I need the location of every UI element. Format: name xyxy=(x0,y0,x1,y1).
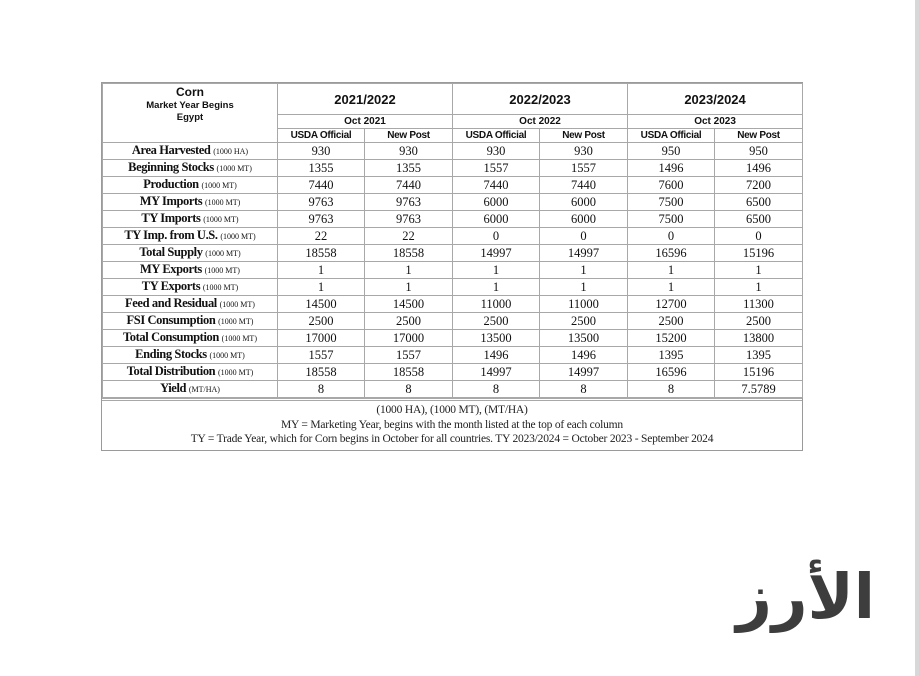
row-unit: (1000 MT) xyxy=(205,249,241,258)
table-cell: 11000 xyxy=(540,296,628,313)
table-row xyxy=(103,330,803,347)
row-label-text: Ending Stocks xyxy=(135,347,207,361)
row-unit: (1000 MT) xyxy=(217,368,254,377)
row-label-text: Total Consumption xyxy=(123,330,219,344)
note-trade-year: TY = Trade Year, which for Corn begins in October for all countries. TY 2023/2024 = October 2023 - September 2024 xyxy=(190,433,714,445)
table-cell: 9763 xyxy=(365,194,453,211)
table-cell: 11300 xyxy=(715,296,803,313)
year-header-2022: 2022/2023 xyxy=(453,84,628,115)
table-cell: 16596 xyxy=(628,364,715,381)
row-label xyxy=(103,296,278,313)
table-cell: 7440 xyxy=(453,177,540,194)
table-cell: 16596 xyxy=(628,245,715,262)
table-row xyxy=(103,228,803,245)
table-row xyxy=(103,262,803,279)
table-cell: 8 xyxy=(278,381,365,398)
table-cell: 1496 xyxy=(540,347,628,364)
col-new-post: New Post xyxy=(540,129,628,143)
table-cell: 8 xyxy=(453,381,540,398)
table-cell: 9763 xyxy=(278,194,365,211)
page-edge xyxy=(915,0,919,676)
table-row xyxy=(103,313,803,330)
table-cell: 14997 xyxy=(540,245,628,262)
table-cell: 0 xyxy=(453,228,540,245)
table-cell: 7600 xyxy=(628,177,715,194)
table-cell: 1 xyxy=(540,279,628,296)
table-cell: 8 xyxy=(540,381,628,398)
table-cell: 1 xyxy=(715,279,803,296)
note-units: (1000 HA), (1000 MT), (MT/HA) xyxy=(376,404,528,416)
table-cell: 7500 xyxy=(628,194,715,211)
row-label xyxy=(103,381,278,398)
table-cell: 2500 xyxy=(715,313,803,330)
row-label xyxy=(103,279,278,296)
table-cell: 6000 xyxy=(540,211,628,228)
table-row xyxy=(103,245,803,262)
row-label xyxy=(103,245,278,262)
row-label-text: Feed and Residual xyxy=(125,296,217,310)
table-cell: 1395 xyxy=(715,347,803,364)
table-cell: 1496 xyxy=(628,160,715,177)
begins-2023: Oct 2023 xyxy=(628,115,803,129)
table-cell: 8 xyxy=(628,381,715,398)
table-cell: 13500 xyxy=(540,330,628,347)
table-cell: 6000 xyxy=(540,194,628,211)
table-row xyxy=(103,160,803,177)
table-cell: 15200 xyxy=(628,330,715,347)
table-cell: 8 xyxy=(365,381,453,398)
table-cell: 1395 xyxy=(628,347,715,364)
table-cell: 18558 xyxy=(365,245,453,262)
row-label-text: TY Imp. from U.S. xyxy=(124,228,218,242)
row-label xyxy=(103,211,278,228)
table-cell: 1 xyxy=(453,262,540,279)
table-cell: 15196 xyxy=(715,364,803,381)
table-cell: 1355 xyxy=(278,160,365,177)
commodity-title: Corn xyxy=(176,85,204,99)
row-label xyxy=(103,364,278,381)
table-cell: 1 xyxy=(628,262,715,279)
table-row xyxy=(103,143,803,160)
table-cell: 7440 xyxy=(540,177,628,194)
row-label xyxy=(103,330,278,347)
table-cell: 1 xyxy=(365,262,453,279)
table-cell: 2500 xyxy=(365,313,453,330)
table-cell: 0 xyxy=(715,228,803,245)
table-cell: 15196 xyxy=(715,245,803,262)
table-cell: 1 xyxy=(715,262,803,279)
table-row xyxy=(103,347,803,364)
table-cell: 17000 xyxy=(365,330,453,347)
year-header-2021: 2021/2022 xyxy=(278,84,453,115)
table-cell: 11000 xyxy=(453,296,540,313)
row-unit: (1000 MT) xyxy=(202,283,239,292)
table-cell: 0 xyxy=(628,228,715,245)
table-cell: 9763 xyxy=(365,211,453,228)
table-row xyxy=(103,381,803,398)
col-usda-official: USDA Official xyxy=(628,129,715,143)
col-new-post: New Post xyxy=(365,129,453,143)
row-unit: (1000 MT) xyxy=(218,317,254,326)
row-unit: (1000 MT) xyxy=(220,232,256,241)
arabic-caption: الأرز xyxy=(736,560,875,633)
table-cell: 14997 xyxy=(540,364,628,381)
col-usda-official: USDA Official xyxy=(278,129,365,143)
table-cell: 13800 xyxy=(715,330,803,347)
row-label xyxy=(103,177,278,194)
row-label xyxy=(103,262,278,279)
table-cell: 18558 xyxy=(278,364,365,381)
table-cell: 1 xyxy=(278,262,365,279)
row-label xyxy=(103,347,278,364)
row-unit: (MT/HA) xyxy=(188,385,220,394)
table-cell: 930 xyxy=(278,143,365,160)
row-label-text: MY Imports xyxy=(139,194,203,208)
table-cell: 950 xyxy=(628,143,715,160)
table-cell: 2500 xyxy=(278,313,365,330)
table-row xyxy=(103,211,803,228)
table-cell: 930 xyxy=(453,143,540,160)
country-label: Egypt xyxy=(176,112,204,123)
table-cell: 1 xyxy=(628,279,715,296)
row-label xyxy=(103,313,278,330)
table-cell: 7200 xyxy=(715,177,803,194)
corn-psd-table xyxy=(102,83,803,398)
row-unit: (1000 HA) xyxy=(213,147,249,156)
table-cell: 1557 xyxy=(278,347,365,364)
table-cell: 14997 xyxy=(453,364,540,381)
table-cell: 6500 xyxy=(715,194,803,211)
row-label xyxy=(103,194,278,211)
table-cell: 1496 xyxy=(453,347,540,364)
table-cell: 12700 xyxy=(628,296,715,313)
row-label xyxy=(103,228,278,245)
table-cell: 2500 xyxy=(540,313,628,330)
begins-2021: Oct 2021 xyxy=(278,115,453,129)
table-cell: 9763 xyxy=(278,211,365,228)
table-title-cell xyxy=(103,84,278,143)
table-cell: 17000 xyxy=(278,330,365,347)
row-label xyxy=(103,143,278,160)
row-unit: (1000 MT) xyxy=(204,266,240,275)
table-cell: 1 xyxy=(278,279,365,296)
row-unit: (1000 MT) xyxy=(204,198,241,207)
table-body xyxy=(103,143,803,398)
table-cell: 1 xyxy=(365,279,453,296)
market-year-label: Market Year Begins xyxy=(146,100,234,111)
row-label-text: TY Imports xyxy=(141,211,201,225)
table-row xyxy=(103,364,803,381)
table-cell: 6000 xyxy=(453,194,540,211)
table-cell: 7500 xyxy=(628,211,715,228)
note-marketing-year: MY = Marketing Year, begins with the month listed at the top of each column xyxy=(281,418,623,431)
row-label-text: Total Distribution xyxy=(126,364,216,378)
table-cell: 930 xyxy=(540,143,628,160)
psd-table-image xyxy=(101,82,803,451)
table-cell: 2500 xyxy=(628,313,715,330)
table-cell: 1 xyxy=(540,262,628,279)
row-unit: (1000 MT) xyxy=(219,300,255,309)
table-row xyxy=(103,194,803,211)
table-cell: 6500 xyxy=(715,211,803,228)
table-cell: 14500 xyxy=(278,296,365,313)
row-label-text: Beginning Stocks xyxy=(128,160,214,174)
table-cell: 1557 xyxy=(365,347,453,364)
row-label-text: TY Exports xyxy=(141,279,201,293)
table-cell: 2500 xyxy=(453,313,540,330)
row-label-text: MY Exports xyxy=(140,262,202,276)
table-cell: 1557 xyxy=(453,160,540,177)
table-cell: 18558 xyxy=(278,245,365,262)
table-row xyxy=(103,177,803,194)
table-cell: 1496 xyxy=(715,160,803,177)
row-unit: (1000 MT) xyxy=(216,164,252,173)
table-cell: 1355 xyxy=(365,160,453,177)
table-cell: 22 xyxy=(278,228,365,245)
row-label xyxy=(103,160,278,177)
table-cell: 0 xyxy=(540,228,628,245)
row-unit: (1000 MT) xyxy=(201,181,237,190)
begins-2022: Oct 2022 xyxy=(453,115,628,129)
row-unit: (1000 MT) xyxy=(221,334,257,343)
table-cell: 13500 xyxy=(453,330,540,347)
row-label-text: Total Supply xyxy=(139,245,203,259)
table-cell: 6000 xyxy=(453,211,540,228)
col-new-post: New Post xyxy=(715,129,803,143)
table-row xyxy=(103,279,803,296)
row-label-text: Production xyxy=(143,177,199,191)
table-cell: 950 xyxy=(715,143,803,160)
table-cell: 7440 xyxy=(278,177,365,194)
row-unit: (1000 MT) xyxy=(203,215,239,224)
row-label-text: Yield xyxy=(160,381,187,395)
table-cell: 1 xyxy=(453,279,540,296)
table-cell: 14500 xyxy=(365,296,453,313)
table-cell: 1557 xyxy=(540,160,628,177)
table-notes xyxy=(102,398,802,450)
row-label-text: FSI Consumption xyxy=(126,313,216,327)
table-cell: 18558 xyxy=(365,364,453,381)
table-cell: 7.5789 xyxy=(715,381,803,398)
col-usda-official: USDA Official xyxy=(453,129,540,143)
table-row xyxy=(103,296,803,313)
table-cell: 7440 xyxy=(365,177,453,194)
table-cell: 14997 xyxy=(453,245,540,262)
row-label-text: Area Harvested xyxy=(131,143,211,157)
table-cell: 22 xyxy=(365,228,453,245)
row-unit: (1000 MT) xyxy=(209,351,245,360)
table-cell: 930 xyxy=(365,143,453,160)
year-header-2023: 2023/2024 xyxy=(628,84,803,115)
